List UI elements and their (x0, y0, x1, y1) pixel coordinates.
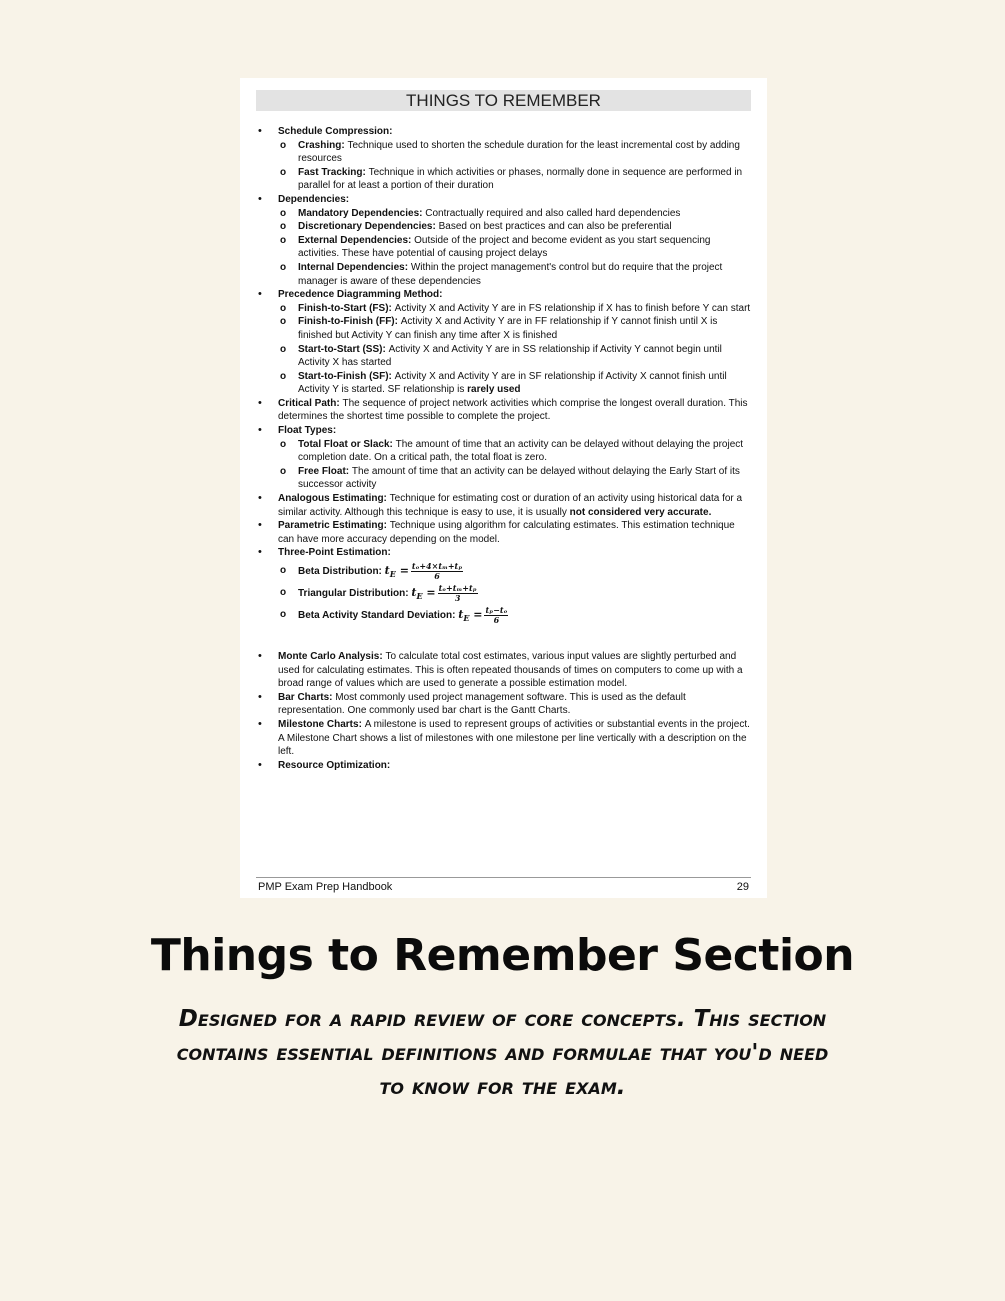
formula-label: Triangular Distribution: (298, 588, 412, 599)
formula-denominator: 6 (434, 570, 440, 581)
formula-denominator: 6 (493, 614, 500, 625)
list-item (256, 718, 751, 759)
formula-numerator: tₒ+tₘ+tₚ (438, 582, 477, 593)
concept-list (256, 125, 751, 546)
item-term: Internal Dependencies: (298, 261, 411, 273)
sub-list (278, 438, 751, 492)
formula-numerator: tₚ−tₒ (485, 604, 508, 615)
item-term: Float Types: (278, 425, 337, 437)
item-text: Activity X and Activity Y are in FF relationship if Y cannot finish until X is finished but Activity Y can finish any time after X is finished (298, 316, 718, 341)
item-term: Fast Tracking: (298, 166, 369, 178)
item-term: Start-to-Start (SS): (298, 343, 389, 355)
list-item (256, 125, 751, 193)
item-text: Technique for estimating cost or duration of an activity using historical data for a similar activity. Although this technique is easy to use, it is usually (278, 493, 743, 518)
item-term: Critical Path: (278, 397, 343, 409)
formula-var: t (411, 586, 417, 599)
formula-var: t (458, 608, 464, 621)
list-item (256, 288, 751, 397)
item-emphasis: not considered very accurate. (569, 506, 712, 518)
item-text: Technique used to shorten the schedule duration for the least incremental cost by adding resources (298, 139, 740, 165)
item-term: Analogous Estimating: (278, 493, 390, 505)
item-term: Monte Carlo Analysis: (278, 651, 386, 662)
item-text: Activity X and Activity Y are in SF relationship if Activity X cannot finish until Activity Y is started. SF relationship is (298, 370, 727, 396)
formula-subscript: E (389, 569, 396, 580)
item-text: Based on best practices and can also be preferential (438, 221, 672, 233)
footer-divider (256, 877, 751, 878)
item-term: Discretionary Dependencies: (298, 221, 439, 233)
sub-list (278, 139, 751, 193)
formula-item (278, 582, 751, 604)
item-text: Activity X and Activity Y are in FS relationship if X has to finish before Y can start (394, 302, 751, 314)
list-item (278, 207, 751, 221)
sub-list (278, 207, 751, 289)
formula-label: Beta Activity Standard Deviation: (298, 610, 459, 621)
formula-fraction (438, 584, 478, 603)
list-item (278, 343, 751, 370)
formula-subscript: E (416, 591, 423, 602)
formula-lhs (458, 608, 483, 624)
list-item (256, 519, 751, 546)
item-term: External Dependencies: (298, 234, 415, 246)
formula-equals: = (469, 608, 483, 621)
item-term: Crashing: (298, 139, 348, 151)
item-term: Finish-to-Start (FS): (298, 302, 395, 314)
item-text: Activity X and Activity Y are in SS relationship if Activity Y cannot begin until Activity X has started (298, 343, 722, 369)
item-text: Technique using algorithm for calculating estimates. This estimation technique can have more accuracy depending on the model. (278, 520, 735, 545)
item-emphasis: rarely used (467, 384, 521, 396)
concept-list-2 (256, 650, 751, 772)
formula-lhs (384, 564, 409, 580)
sub-list (278, 302, 751, 397)
list-item (278, 302, 751, 316)
list-item (278, 139, 751, 166)
formula-item (278, 560, 751, 582)
list-item (256, 546, 751, 626)
formula-item (278, 604, 751, 626)
item-term: Precedence Diagramming Method: (278, 289, 443, 301)
item-text: The amount of time that an activity can be delayed without delaying the Early Start of its successor activity (298, 465, 740, 491)
formula-denominator: 3 (454, 592, 461, 603)
page-footer (258, 881, 749, 893)
section-heading: Things to Remember Section (150, 930, 855, 981)
item-term: Resource Optimization: (278, 759, 391, 771)
list-item (278, 166, 751, 193)
list-item (256, 691, 751, 718)
item-text: Outside of the project and become evident as you start sequencing activities. These have potential of causing project delays (298, 234, 711, 260)
list-item (278, 220, 751, 234)
list-item (278, 465, 751, 492)
section-subtitle: Designed for a rapid review of core concepts. This section contains essential definitions and formulae that you'd need to know for the exam. (176, 1006, 829, 1100)
formula-equals: = (422, 586, 436, 599)
item-term: Bar Charts: (278, 691, 336, 703)
formula-lhs (411, 586, 436, 602)
spacer (256, 626, 751, 650)
item-text: The sequence of project network activities which comprise the longest overall duration. This determines the shortest time possible to complete the project. (278, 397, 748, 423)
list-item (278, 370, 751, 397)
item-term: Three-Point Estimation: (278, 547, 391, 559)
list-item (256, 424, 751, 492)
item-term: Free Float: (298, 465, 352, 477)
formula-var: t (384, 564, 390, 577)
list-item (278, 438, 751, 465)
item-text: The amount of time that an activity can be delayed without delaying the project completion date. On a critical path, the total float is zero. (298, 438, 744, 464)
formula-label: Beta Distribution: (298, 566, 385, 577)
handbook-page (240, 78, 767, 898)
list-item (256, 650, 751, 691)
item-text: To calculate total cost estimates, various input values are slightly perturbed and used for calculating estimates. This is often repeated thousands of times on computers to come up with a broad range of values which are used to generate a possible estimation model. (278, 651, 743, 690)
formula-fraction (411, 562, 463, 581)
item-term: Schedule Compression: (278, 126, 393, 137)
list-item (256, 492, 751, 519)
item-text: A milestone is used to represent groups of activities or substantial events in the project. A Milestone Chart shows a list of milestones with one milestone per line vertically with a description on the left. (278, 718, 750, 758)
list-item (278, 261, 751, 288)
item-term: Finish-to-Finish (FF): (298, 316, 401, 328)
formula-subscript: E (463, 613, 470, 624)
list-item (278, 315, 751, 342)
formula-equals: = (395, 564, 409, 577)
formula-numerator: tₒ+4×tₘ+tₚ (411, 560, 463, 571)
item-term: Parametric Estimating: (278, 520, 390, 532)
item-term: Dependencies: (278, 193, 350, 205)
list-item (278, 234, 751, 261)
item-text: Contractually required and also called hard dependencies (425, 207, 681, 219)
page-number: 29 (736, 881, 749, 893)
formula-list (278, 560, 751, 626)
footer-title: PMP Exam Prep Handbook (258, 881, 393, 893)
item-term: Start-to-Finish (SF): (298, 370, 395, 382)
three-point-list (256, 546, 751, 626)
list-item (256, 759, 751, 773)
list-item (256, 193, 751, 288)
item-text: Most commonly used project management software. This is used as the default representation. One commonly used bar chart is the Gantt Charts. (278, 691, 686, 717)
item-term: Mandatory Dependencies: (298, 207, 426, 219)
item-text: Within the project management's control but do require that the project manager is aware of these dependencies (298, 261, 723, 287)
item-text: Technique in which activities or phases, normally done in sequence are performed in parallel for at least a portion of their duration (298, 166, 743, 192)
item-term: Milestone Charts: (278, 718, 365, 730)
list-item (256, 397, 751, 424)
formula-fraction (484, 606, 508, 625)
item-term: Total Float or Slack: (298, 438, 396, 450)
page-banner: THINGS TO REMEMBER (256, 90, 751, 111)
